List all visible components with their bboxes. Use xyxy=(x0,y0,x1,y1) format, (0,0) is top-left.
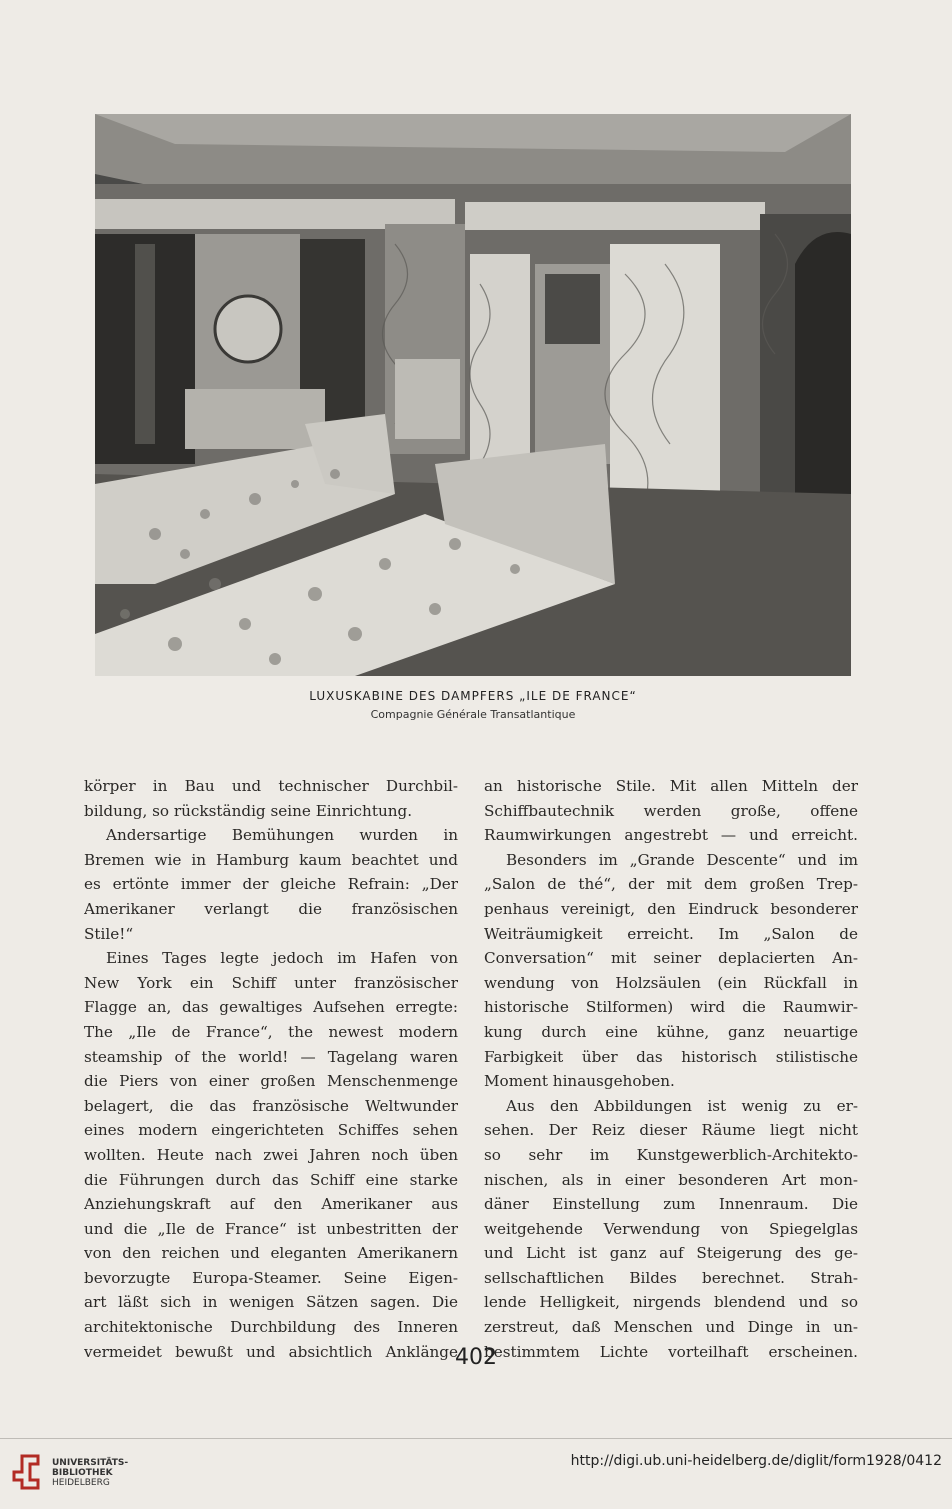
text-line: vermeidet bewußt und absichtlich Anklänge xyxy=(84,1342,458,1361)
text-line: Moment hinausgehoben. xyxy=(484,1072,675,1091)
text-line: Farbigkeit über das historisch stilistische xyxy=(484,1047,858,1066)
text-line: Andersartige Bemühungen wurden in xyxy=(106,826,458,845)
text-column-left xyxy=(84,774,458,1364)
text-line: lende Helligkeit, nirgends blendend und so xyxy=(484,1293,858,1312)
footer-divider xyxy=(0,1438,952,1439)
library-name xyxy=(52,1458,128,1488)
library-name-line2: BIBLIOTHEK xyxy=(52,1468,113,1478)
text-line: Anziehungskraft auf den Amerikaner aus xyxy=(84,1195,458,1214)
figure-caption-title: LUXUSKABINE DES DAMPFERS „ILE DE FRANCE“ xyxy=(309,689,637,703)
text-line: die Führungen durch das Schiff eine starke xyxy=(84,1170,458,1189)
text-line: wendung von Holzsäulen (ein Rückfall in xyxy=(484,973,858,992)
text-line: und Licht ist ganz auf Steigerung des ge- xyxy=(484,1244,858,1263)
text-line: art läßt sich in wenigen Sätzen sagen. Die xyxy=(84,1293,458,1312)
library-name-line3: HEIDELBERG xyxy=(52,1478,110,1488)
text-line: bevorzugte Europa-Steamer. Seine Eigen- xyxy=(84,1268,458,1287)
text-line: Weiträumigkeit erreicht. Im „Salon de xyxy=(484,924,858,943)
text-line: bildung, so rückständig seine Einrichtung. xyxy=(84,801,413,820)
figure-caption-subtitle: Compagnie Générale Transatlantique xyxy=(370,708,576,721)
text-line: körper in Bau und technischer Durchbil- xyxy=(84,777,458,795)
text-line: Aus den Abbildungen ist wenig zu er- xyxy=(506,1096,858,1115)
text-line: kung durch eine kühne, ganz neuartige xyxy=(484,1022,858,1041)
text-line: Bremen wie in Hamburg kaum beachtet und xyxy=(84,850,458,869)
text-line: Stile!“ xyxy=(84,924,134,943)
text-line: steamship of the world! — Tagelang waren xyxy=(84,1047,458,1066)
text-line: wollten. Heute nach zwei Jahren noch üben xyxy=(84,1145,458,1164)
ship-cabin-photo-icon xyxy=(95,114,851,676)
text-line: The „Ile de France“, the newest modern xyxy=(84,1022,458,1041)
text-column-right xyxy=(484,774,858,1364)
text-line: New York ein Schiff unter französischer xyxy=(84,973,458,992)
text-line: sehen. Der Reiz dieser Räume liegt nicht xyxy=(484,1121,858,1140)
text-line: Amerikaner verlangt die französischen xyxy=(84,899,458,918)
text-line: weitgehende Verwendung von Spiegelglas xyxy=(484,1219,858,1238)
text-line: „Salon de thé“, der mit dem großen Trep- xyxy=(484,875,858,894)
text-line: und die „Ile de France“ ist unbestritten der xyxy=(84,1219,458,1238)
text-line: Flagge an, das gewaltiges Aufsehen erregte: xyxy=(84,998,458,1017)
text-line: architektonische Durchbildung des Inneren xyxy=(84,1318,458,1337)
text-line: eines modern eingerichteten Schiffes sehen xyxy=(84,1121,458,1140)
university-library-logo-icon xyxy=(12,1452,46,1492)
text-line: Conversation“ mit seiner deplacierten An- xyxy=(484,949,858,968)
text-line: bestimmtem Lichte vorteilhaft erscheinen. xyxy=(484,1342,858,1361)
text-line: Schiffbautechnik werden große, offene xyxy=(484,801,858,820)
text-line: die Piers von einer großen Menschenmenge xyxy=(84,1072,458,1091)
library-name-line1: UNIVERSITÄTS- xyxy=(52,1458,129,1468)
cabin-photograph xyxy=(95,114,851,676)
text-line: nischen, als in einer besonderen Art mon- xyxy=(484,1170,858,1189)
page-number: 402 xyxy=(455,1345,497,1370)
text-line: Besonders im „Grande Descente“ und im xyxy=(506,850,858,869)
source-url-link[interactable]: http://digi.ub.uni-heidelberg.de/diglit/form1928/0412 xyxy=(570,1453,942,1469)
text-line: zerstreut, daß Menschen und Dinge in un- xyxy=(484,1318,858,1337)
text-line: historische Stilformen) wird die Raumwir- xyxy=(484,998,858,1017)
text-line: sellschaftlichen Bildes berechnet. Strah- xyxy=(484,1268,858,1287)
text-line: so sehr im Kunstgewerblich-Architekto- xyxy=(484,1145,858,1164)
text-line: es ertönte immer der gleiche Refrain: „Der xyxy=(84,875,458,894)
text-line: Eines Tages legte jedoch im Hafen von xyxy=(106,949,458,968)
text-line: an historische Stile. Mit allen Mitteln der xyxy=(484,777,858,795)
text-line: penhaus vereinigt, den Eindruck besonderer xyxy=(484,899,858,918)
text-line: von den reichen und eleganten Amerikanern xyxy=(84,1244,458,1263)
text-line: belagert, die das französische Weltwunder xyxy=(84,1096,458,1115)
text-line: Raumwirkungen angestrebt — und erreicht. xyxy=(484,826,858,845)
text-line: däner Einstellung zum Innenraum. Die xyxy=(484,1195,858,1214)
